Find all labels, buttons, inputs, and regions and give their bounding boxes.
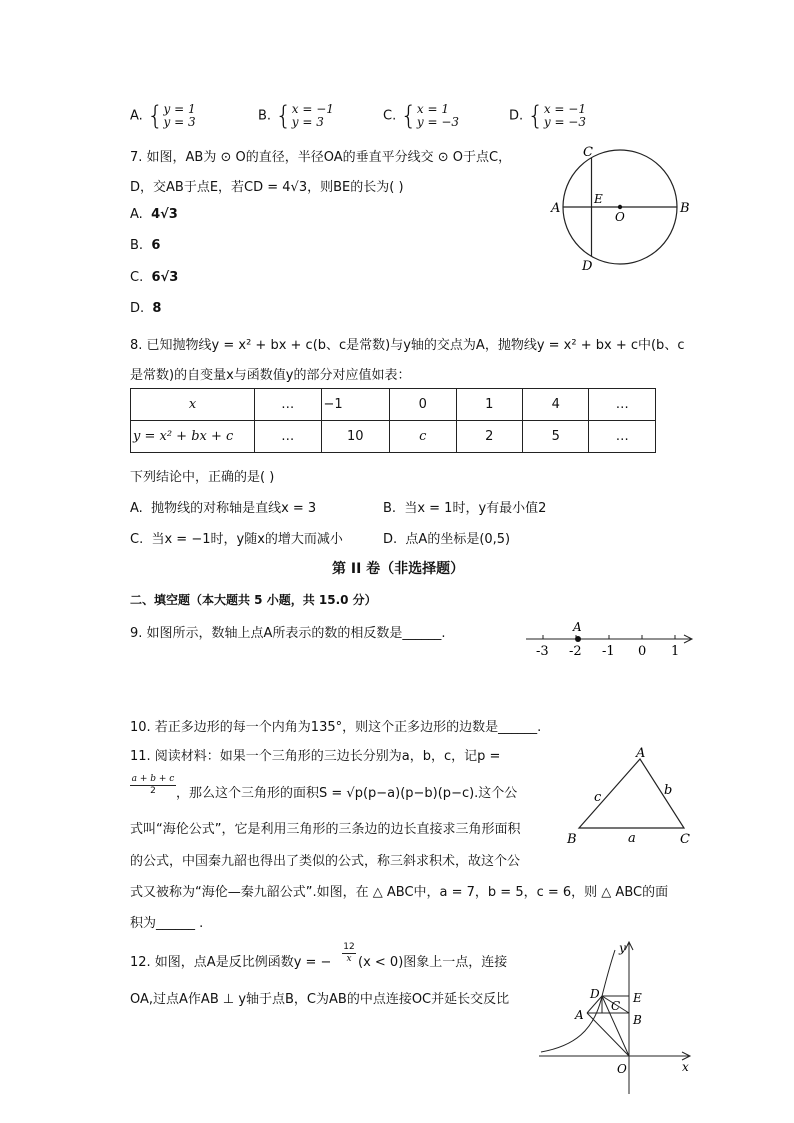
- q8-option-b: B. 当x = 1时，y有最小值2: [383, 501, 547, 516]
- label-a: A: [575, 1008, 584, 1022]
- q6-option-a: A. {y = 1 y = 3: [130, 101, 196, 131]
- label-c: C: [583, 145, 593, 160]
- q6-option-d: D. {x = −1 y = −3: [509, 101, 586, 131]
- q10-text: 10. 若正多边形的每一个内角为135°，则这个正多边形的边数是______.: [130, 720, 542, 735]
- section-part: 二、填空题（本大题共 5 小题，共 15.0 分）: [130, 593, 377, 607]
- q8-prompt: 下列结论中，正确的是( ): [130, 470, 275, 485]
- center-dot: [618, 205, 622, 209]
- label-d: D: [582, 259, 593, 274]
- label-e: E: [633, 991, 642, 1005]
- label-o: O: [617, 1062, 627, 1076]
- label-y: y: [619, 941, 626, 955]
- q7-option-d: D. 8: [130, 301, 162, 316]
- label-side-b: b: [664, 783, 673, 798]
- q7-circle-figure: [545, 140, 695, 275]
- label-x: x: [682, 1060, 689, 1074]
- q11-line4: 的公式，中国秦九韶也得出了类似的公式，称三斜求积术，故这个公: [130, 854, 521, 869]
- q12-line1-head: 12. 如图，点A是反比例函数y = −: [130, 955, 332, 970]
- label-side-a: a: [628, 831, 636, 846]
- label-a-vertex: A: [636, 746, 646, 761]
- label-side-c: c: [594, 790, 602, 805]
- q7-option-c: C. 6√3: [130, 270, 179, 285]
- table-row: x … −1 0 1 4 …: [131, 389, 656, 421]
- q9-text: 9. 如图所示，数轴上点A所表示的数的相反数是______.: [130, 626, 446, 641]
- q12-line1-tail: (x < 0)图象上一点，连接: [358, 955, 508, 970]
- q11-line6: 积为______ .: [130, 916, 204, 931]
- q12-line2: OA,过点A作AB ⊥ y轴于点B，C为AB的中点连接OC并延长交反比: [130, 992, 510, 1007]
- point-a-label: A: [573, 620, 582, 634]
- q8-option-d: D. 点A的坐标是(0,5): [383, 532, 511, 547]
- q11-line1: 11. 阅读材料：如果一个三角形的三边长分别为a，b，c，记p =: [130, 749, 501, 764]
- q7-option-b: B. 6: [130, 238, 161, 253]
- label-b-vertex: B: [567, 832, 577, 847]
- label-a: A: [551, 201, 561, 216]
- q11-fraction: a + b + c 2: [131, 774, 175, 796]
- q8-option-a: A. 抛物线的对称轴是直线x = 3: [130, 501, 317, 516]
- q6-option-b: B. {x = −1 y = 3: [258, 101, 334, 131]
- q11-line5: 式又被称为“海伦—秦九韶公式”.如图，在 △ ABC中，a = 7，b = 5，c = 6，则 △ ABC的面: [130, 885, 669, 900]
- brace-symbol: {: [146, 101, 164, 131]
- hyperbola-figure: [535, 938, 695, 1096]
- label-b: B: [680, 201, 690, 216]
- label-d: D: [590, 987, 600, 1001]
- section-title: 第 II 卷（非选择题）: [332, 561, 465, 577]
- tick-label: -2: [569, 644, 582, 659]
- q7-line2: D，交AB于点E，若CD = 4√3，则BE的长为( ): [130, 180, 404, 195]
- q8-option-c: C. 当x = −1时，y随x的增大而减小: [130, 532, 343, 547]
- q12-fraction: 12 x: [343, 942, 355, 964]
- label-b: B: [633, 1013, 642, 1027]
- q11-line2: ，那么这个三角形的面积S = √p(p−a)(p−b)(p−c).这个公: [176, 786, 518, 801]
- label-o: O: [615, 210, 625, 224]
- q11-line3: 式叫“海伦公式”，它是利用三角形的三条边的边长直接求三角形面积: [130, 822, 521, 837]
- label-c-vertex: C: [680, 832, 690, 847]
- tick-label: 1: [671, 644, 680, 659]
- q7-option-a: A. 4√3: [130, 207, 178, 222]
- segment-oa: [587, 1013, 629, 1056]
- tick-label: -1: [602, 644, 615, 659]
- value-table: [130, 388, 656, 453]
- q8-line1: 8. 已知抛物线y = x² + bx + c(b、c是常数)与y轴的交点为A，抛物线y = x² + bx + c中(b、c: [130, 338, 685, 353]
- q6-option-c: C. {x = 1 y = −3: [383, 101, 460, 131]
- tick-label: 0: [638, 644, 647, 659]
- label-c: C: [611, 999, 621, 1013]
- number-line-figure: [522, 617, 697, 662]
- q8-line2: 是常数)的自变量x与函数值y的部分对应值如表：: [130, 368, 411, 383]
- tick-label: -3: [536, 644, 549, 659]
- q7-line1: 7. 如图，AB为 ⊙ O的直径，半径OA的垂直平分线交 ⊙ O于点C，: [130, 150, 512, 165]
- triangle-figure: [562, 744, 697, 849]
- label-e: E: [594, 192, 603, 206]
- table-row: y = x² + bx + c … 10 c 2 5 …: [131, 421, 656, 453]
- point-a-dot: [575, 636, 581, 642]
